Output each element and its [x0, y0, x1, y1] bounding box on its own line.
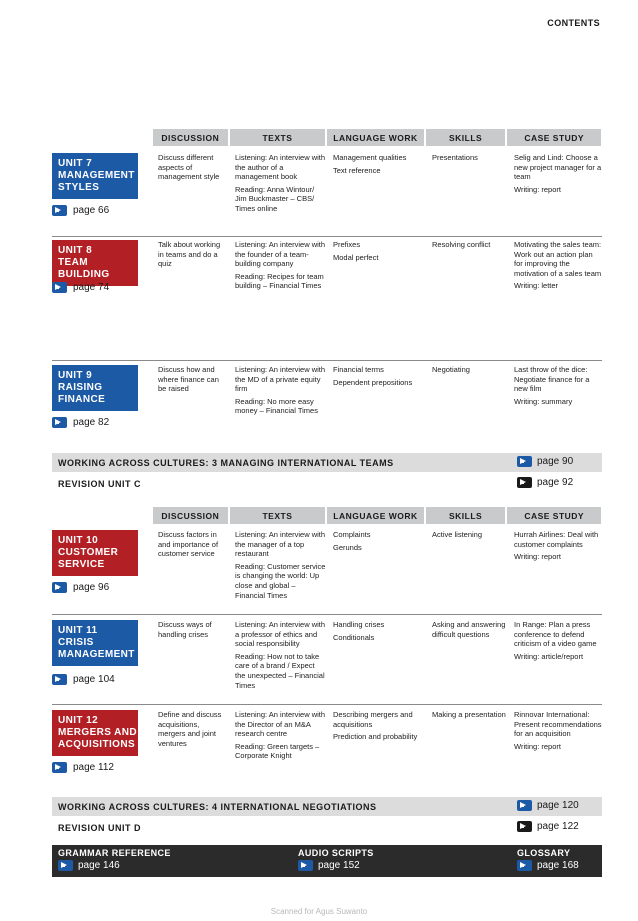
skills-cell	[427, 365, 507, 419]
arrow-right-icon	[52, 417, 67, 428]
cell-text: Modal perfect	[333, 252, 379, 262]
cell-text: Text reference	[333, 165, 381, 175]
glossary[interactable]	[517, 848, 579, 871]
working-across-cultures-3	[52, 453, 602, 472]
cell-text: Hurrah Airlines: Deal with customer complaints	[514, 530, 599, 549]
arrow-right-icon	[517, 821, 532, 832]
cell-text: Reading: Recipes for team building – Financial Times	[235, 271, 324, 291]
cell-text: Active listening	[432, 530, 483, 539]
discussion-cell	[153, 620, 228, 693]
cell-text: Listening: An interview with the manager of a top restaurant	[235, 530, 326, 559]
column-header-row	[153, 129, 601, 146]
band-title: REVISION UNIT D	[58, 822, 142, 833]
case-study-cell	[509, 620, 603, 693]
unit-cells	[153, 710, 603, 764]
cell-text: Complaints	[333, 530, 371, 539]
unit-label-line: UNIT 9	[58, 370, 93, 381]
col-discussion: DISCUSSION	[153, 507, 228, 524]
arrow-right-icon	[52, 674, 67, 685]
unit-page-link[interactable]	[52, 282, 109, 293]
unit-page-link[interactable]	[52, 417, 109, 428]
band-title: REVISION UNIT C	[58, 478, 142, 489]
cell-text: Discuss factors in and importance of customer service	[158, 530, 219, 559]
grammar-title: GRAMMAR REFERENCE	[58, 848, 171, 858]
language-work-cell	[328, 710, 425, 764]
unit-label-line: ACQUISITIONS	[58, 739, 136, 750]
col-discussion: DISCUSSION	[153, 129, 228, 146]
cell-text: Management qualities	[333, 153, 407, 162]
arrow-right-icon	[517, 456, 532, 467]
cell-text: Dependent prepositions	[333, 377, 413, 387]
unit-label[interactable]	[52, 710, 138, 756]
unit-label-line: FINANCE	[58, 394, 106, 405]
texts-cell	[230, 365, 326, 419]
discussion-cell	[153, 710, 228, 764]
band-title: WORKING ACROSS CULTURES: 3 MANAGING INTERNATIONAL TEAMS	[58, 457, 394, 468]
cell-text: Reading: Customer service is changing the world: Up close and global – Financial Times	[235, 561, 326, 600]
working-across-cultures-4	[52, 797, 602, 816]
row-divider	[52, 614, 602, 615]
cell-text: Discuss how and where finance can be raised	[158, 365, 219, 394]
cell-text: Conditionals	[333, 632, 375, 642]
col-skills: SKILLS	[426, 507, 506, 524]
page-link[interactable]	[517, 800, 579, 811]
arrow-right-icon	[517, 477, 532, 488]
discussion-cell	[153, 365, 228, 419]
cell-text: Discuss different aspects of management style	[158, 153, 220, 182]
cell-text: Prefixes	[333, 240, 361, 249]
cell-text: Prediction and probability	[333, 732, 418, 742]
texts-cell	[230, 530, 326, 603]
row-divider	[52, 236, 602, 237]
unit-page-link[interactable]	[52, 582, 109, 593]
col-texts: TEXTS	[230, 129, 326, 146]
cell-text: Handling crises	[333, 620, 385, 629]
unit-page-link[interactable]	[52, 205, 109, 216]
case-study-cell	[509, 530, 603, 603]
arrow-right-icon	[52, 582, 67, 593]
col-language-work: LANGUAGE WORK	[327, 129, 424, 146]
unit-label[interactable]	[52, 530, 138, 576]
arrow-right-icon	[58, 860, 73, 871]
case-study-cell	[509, 710, 603, 764]
case-study-cell	[509, 365, 603, 419]
cell-text: Talk about working in teams and do a quiz	[158, 240, 221, 269]
unit-label-line: UNIT 11	[58, 625, 98, 636]
unit-cells	[153, 620, 603, 693]
cell-text: Selig and Lind: Choose a new project manager for a team	[514, 153, 602, 182]
arrow-right-icon	[298, 860, 313, 871]
page-number: page 90	[537, 456, 574, 467]
cell-text: Writing: report	[514, 184, 561, 194]
page-number: page 66	[73, 205, 110, 216]
cell-text: Listening: An interview with the founder of a team-building company	[235, 240, 326, 269]
page-number: page 96	[73, 582, 110, 593]
case-study-cell	[509, 153, 603, 217]
unit-label-line: TEAM BUILDING	[58, 257, 110, 280]
cell-text: Reading: How not to take care of a brand / Expect the unexpected – Financial Times	[235, 651, 325, 690]
col-texts: TEXTS	[230, 507, 326, 524]
page-number: page 146	[78, 860, 120, 871]
page-number: page 82	[73, 417, 110, 428]
cell-text: Writing: article/report	[514, 651, 584, 661]
cell-text: Financial terms	[333, 365, 384, 374]
cell-text: Reading: Anna Wintour/ Jim Buckmaster – CBS/ Times online	[235, 184, 315, 213]
texts-cell	[230, 710, 326, 764]
skills-cell	[427, 240, 507, 294]
scan-note: Scanned for Agus Suwanto	[270, 907, 368, 916]
cell-text: Motivating the sales team: Work out an action plan for improving the motivation of a sales team	[514, 240, 602, 278]
texts-cell	[230, 153, 326, 217]
unit-cells	[153, 365, 603, 419]
cell-text: Reading: No more easy money – Financial Times	[235, 396, 318, 416]
language-work-cell	[328, 240, 425, 294]
cell-text: Discuss ways of handling crises	[158, 620, 212, 639]
language-work-cell	[328, 153, 425, 217]
col-skills: SKILLS	[426, 129, 506, 146]
row-divider	[52, 704, 602, 705]
language-work-cell	[328, 530, 425, 603]
cell-text: Reading: Green targets – Corporate Knight	[235, 741, 320, 761]
unit-page-link[interactable]	[52, 762, 114, 773]
grammar-reference[interactable]	[58, 848, 171, 871]
unit-label[interactable]	[52, 365, 138, 411]
unit-label-line: CUSTOMER	[58, 547, 119, 558]
column-header-row	[153, 507, 601, 524]
cell-text: Rinnovar International: Present recommendations for an acquisition	[514, 710, 602, 739]
page-link[interactable]	[517, 477, 573, 488]
language-work-cell	[328, 620, 425, 693]
col-case-study: CASE STUDY	[507, 129, 601, 146]
unit-label-line: MANAGEMENT	[58, 649, 135, 660]
discussion-cell	[153, 240, 228, 294]
audio-scripts[interactable]	[298, 848, 374, 871]
skills-cell	[427, 710, 507, 764]
arrow-right-icon	[517, 860, 532, 871]
arrow-right-icon	[52, 762, 67, 773]
page-number: page 104	[73, 674, 115, 685]
unit-label[interactable]	[52, 240, 138, 286]
skills-cell	[427, 620, 507, 693]
band-title: WORKING ACROSS CULTURES: 4 INTERNATIONAL NEGOTIATIONS	[58, 801, 377, 812]
audio-title: AUDIO SCRIPTS	[298, 848, 374, 858]
skills-cell	[427, 530, 507, 603]
unit-label-line: RAISING	[58, 382, 103, 393]
unit-label[interactable]	[52, 620, 138, 666]
arrow-right-icon	[52, 282, 67, 293]
page-number: page 168	[537, 860, 579, 871]
cell-text: Presentations	[432, 153, 478, 162]
cell-text: Last throw of the dice: Negotiate finance for a new film	[514, 365, 590, 394]
unit-cells	[153, 530, 603, 603]
cell-text: In Range: Plan a press conference to defend criticism of a video game	[514, 620, 597, 649]
cell-text: Gerunds	[333, 542, 362, 552]
unit-cells	[153, 153, 603, 217]
unit-label-line: UNIT 10	[58, 535, 99, 546]
unit-label-line: STYLES	[58, 182, 100, 193]
texts-cell	[230, 240, 326, 294]
page-number: page 122	[537, 821, 579, 832]
cell-text: Describing mergers and acquisitions	[333, 710, 413, 729]
page-number: page 152	[318, 860, 360, 871]
footer-bar	[52, 845, 602, 877]
unit-label[interactable]	[52, 153, 138, 199]
discussion-cell	[153, 153, 228, 217]
revision-unit-c	[52, 474, 602, 493]
unit-label-line: CRISIS	[58, 637, 94, 648]
unit-label-line: UNIT 7	[58, 158, 93, 169]
page-link[interactable]	[517, 821, 579, 832]
unit-page-link[interactable]	[52, 674, 115, 685]
cell-text: Writing: report	[514, 741, 561, 751]
cell-text: Making a presentation	[432, 710, 506, 719]
page-link[interactable]	[517, 456, 573, 467]
cell-text: Writing: letter	[514, 281, 559, 291]
cell-text: Listening: An interview with the Director of an M&A research centre	[235, 710, 326, 739]
cell-text: Negotiating	[432, 365, 470, 374]
page-number: page 112	[73, 762, 114, 773]
cell-text: Listening: An interview with the author of a management book	[235, 153, 326, 182]
row-divider	[52, 360, 602, 361]
cell-text: Listening: An interview with the MD of a private equity firm	[235, 365, 326, 394]
cell-text: Writing: report	[514, 552, 561, 562]
unit-cells	[153, 240, 603, 294]
col-language-work: LANGUAGE WORK	[327, 507, 424, 524]
glossary-title: GLOSSARY	[517, 848, 571, 858]
unit-label-line: SERVICE	[58, 559, 105, 570]
discussion-cell	[153, 530, 228, 603]
page-title: CONTENTS	[547, 18, 600, 28]
unit-label-line: UNIT 8	[58, 245, 93, 256]
unit-label-line: MANAGEMENT	[58, 170, 135, 181]
revision-unit-d	[52, 818, 602, 837]
texts-cell	[230, 620, 326, 693]
cell-text: Resolving conflict	[432, 240, 491, 249]
cell-text: Define and discuss acquisitions, mergers and joint ventures	[158, 710, 222, 748]
skills-cell	[427, 153, 507, 217]
arrow-right-icon	[517, 800, 532, 811]
language-work-cell	[328, 365, 425, 419]
cell-text: Writing: summary	[514, 396, 573, 406]
arrow-right-icon	[52, 205, 67, 216]
cell-text: Asking and answering difficult questions	[432, 620, 506, 639]
unit-label-line: UNIT 12	[58, 715, 99, 726]
page-number: page 74	[73, 282, 110, 293]
page-number: page 120	[537, 800, 579, 811]
col-case-study: CASE STUDY	[507, 507, 601, 524]
cell-text: Listening: An interview with a professor of ethics and social responsibility	[235, 620, 326, 649]
unit-label-line: MERGERS AND	[58, 727, 138, 738]
page-number: page 92	[537, 477, 574, 488]
case-study-cell	[509, 240, 603, 294]
